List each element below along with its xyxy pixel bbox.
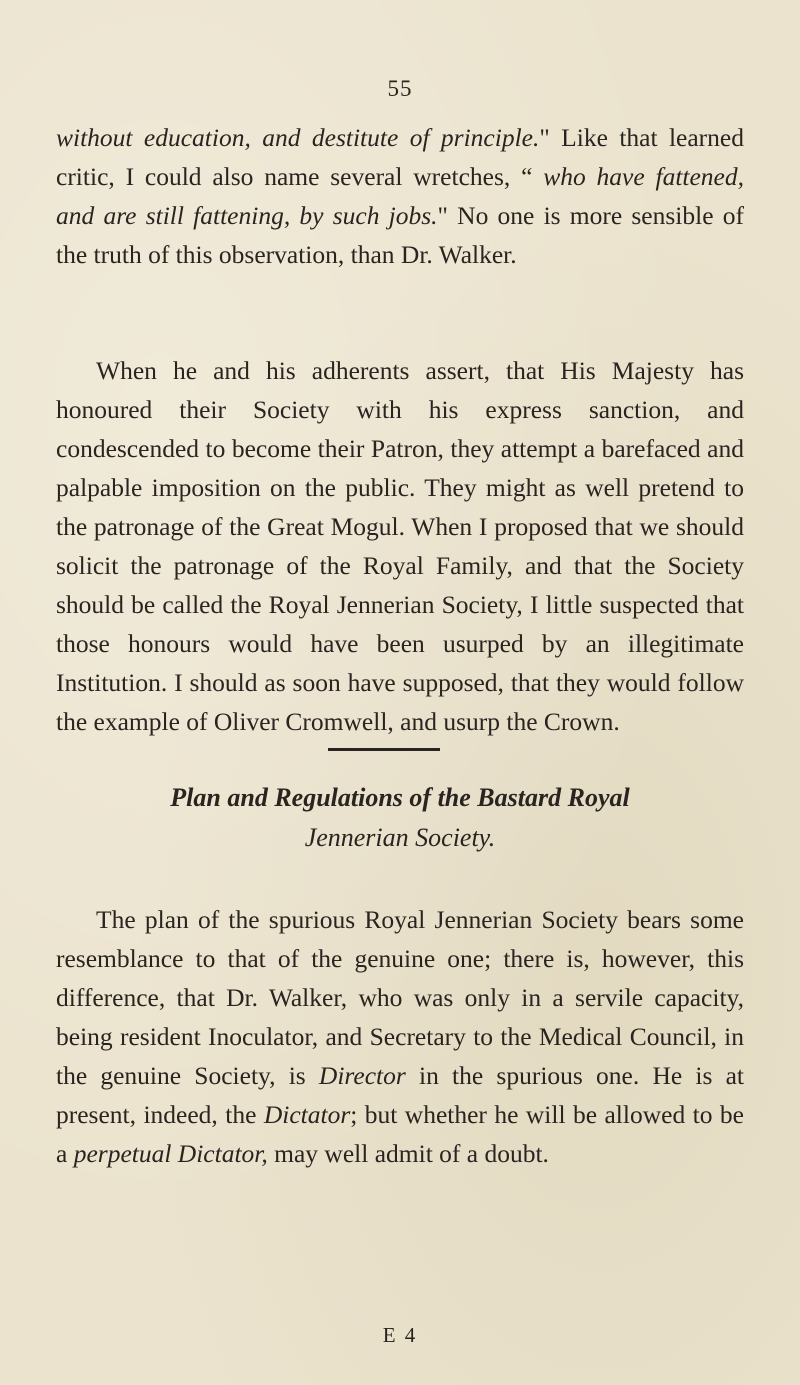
paragraph-3-text: [56, 900, 744, 1173]
paragraph-3-part-3: ; but whether he will be allowed to be a: [56, 1100, 744, 1168]
paragraph-3-part-1: The plan of the spurious Royal Jennerian Society bears some resemblance to that of the genuine one; there is, however, this difference, that Dr. Walker, who was only in a servile capacity, being resident Inoculator, and Secretary to the Medical Council, in the genuine Society, is: [56, 905, 744, 1090]
paragraph-3-part-2: in the spurious one. He is at present, indeed, the: [56, 1061, 744, 1129]
section-heading: [0, 778, 800, 858]
signature-mark: E 4: [382, 1323, 418, 1347]
perpetual-dictator-italic: perpetual Dictator,: [73, 1139, 268, 1168]
paragraph-3: [56, 900, 744, 1173]
paragraph-1-middle: " Like that learned critic, I could also name several wretches, “: [56, 123, 744, 191]
quote-italic-1: without education, and destitute of principle.: [56, 123, 540, 152]
section-heading-line-2: Jennerian Society.: [304, 823, 496, 852]
section-heading-line-1: Plan and Regulations of the Bastard Royal: [170, 783, 630, 812]
paragraph-2: [56, 351, 744, 741]
director-italic: Director: [318, 1061, 406, 1090]
paragraph-1-text: [56, 118, 744, 274]
quote-italic-2: who have fattened, and are still fattening, by such jobs.: [56, 162, 745, 230]
paragraph-2-text: When he and his adherents assert, that His Majesty has honoured their Society with his express sanction, and condescended to become their Patron, they attempt a barefaced and palpable imposition on the public. They might as well pretend to the patronage of the Great Mogul. When I proposed that we should solicit the patronage of the Royal Family, and that the Society should be called the Royal Jennerian Society, I little suspected that those honours would have been usurped by an illegitimate Institution. I should as soon have supposed, that they would follow the example of Oliver Cromwell, and usurp the Crown.: [56, 356, 744, 736]
page-number: 55: [387, 76, 413, 101]
dictator-italic: Dictator: [263, 1100, 351, 1129]
paragraph-3-part-4: may well admit of a doubt.: [267, 1139, 549, 1168]
section-divider: [328, 748, 440, 751]
paragraph-continuation: [56, 118, 744, 274]
paragraph-1-end: " No one is more sensible of the truth of this observation, than Dr. Walker.: [56, 201, 744, 269]
